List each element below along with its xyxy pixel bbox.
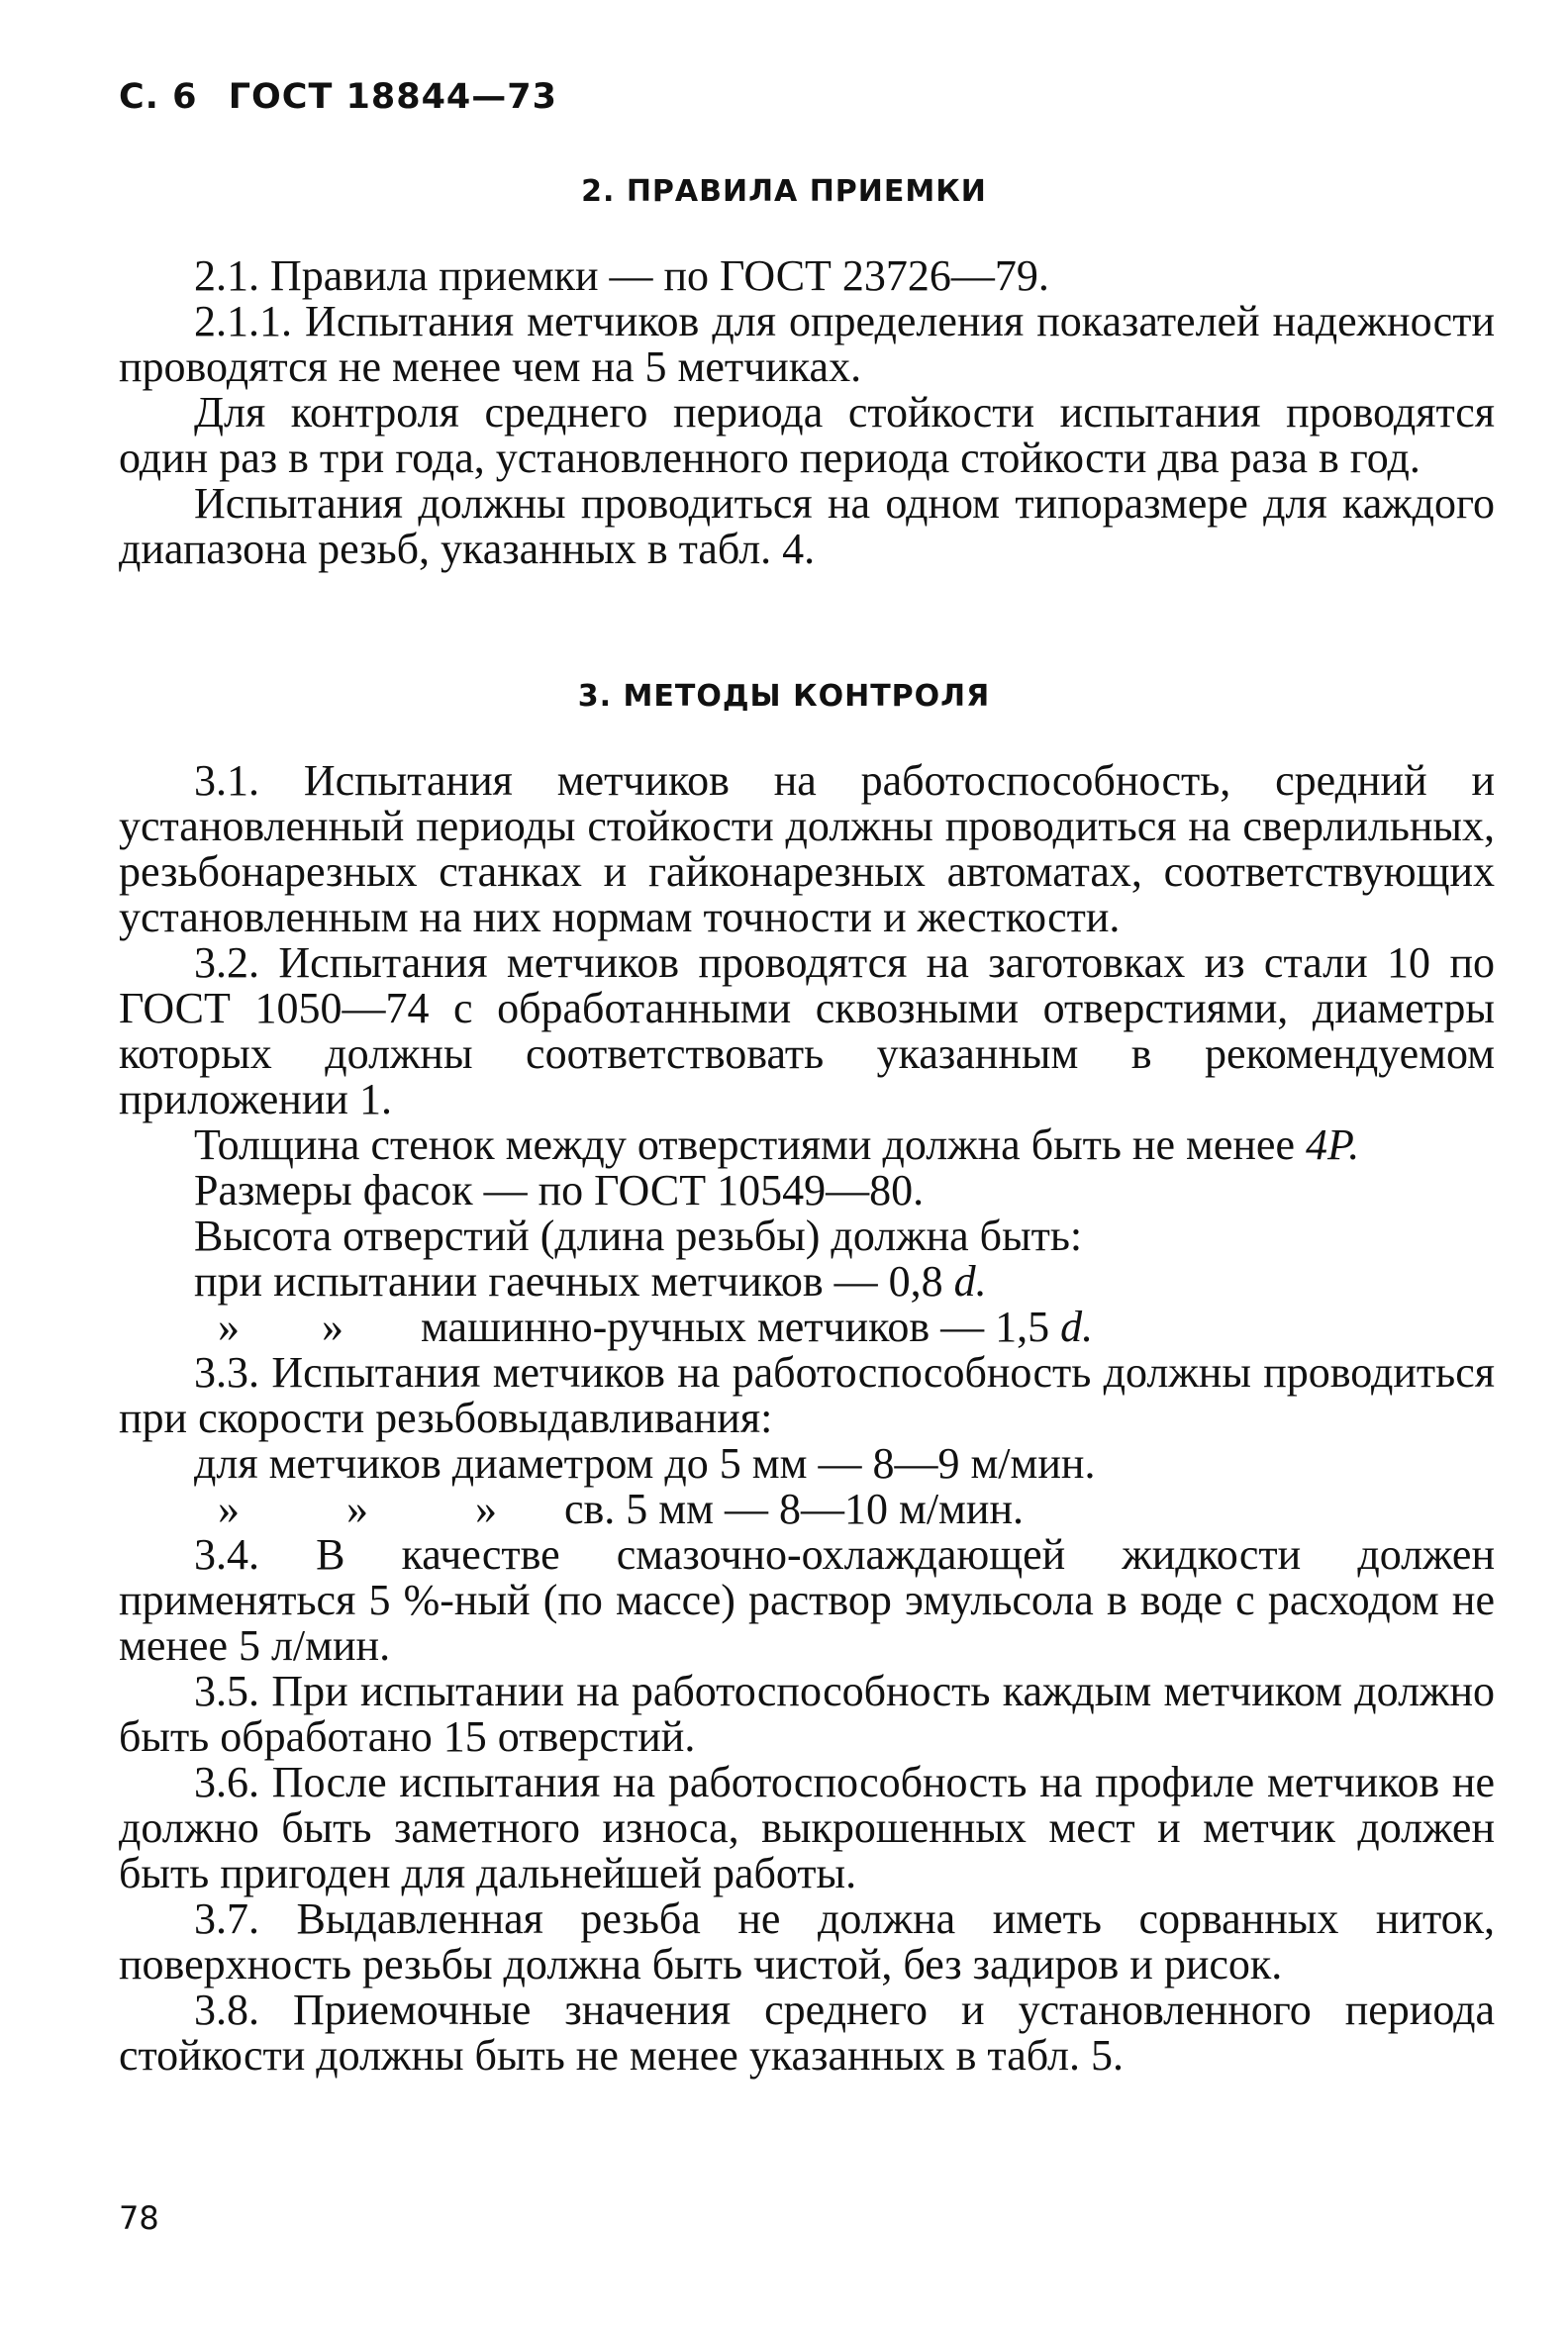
- ditto-mark: »: [218, 1485, 240, 1533]
- section-2-title: 2. ПРАВИЛА ПРИЕМКИ: [581, 174, 987, 209]
- paragraph-3-2-nut: [119, 1259, 1495, 1305]
- standard-number: ГОСТ 18844—73: [228, 77, 557, 117]
- nut-text: при испытании гаечных метчиков — 0,8: [194, 1257, 943, 1306]
- paragraph-2-1-1-control: Для контроля среднего периода стойкости испытания проводятся один раз в три года, установленного периода стойкости два раза в год.: [119, 388, 1495, 482]
- wall-text: Толщина стенок между отверстиями должна быть не менее: [194, 1120, 1295, 1169]
- ditto-mark: »: [218, 1303, 240, 1351]
- paragraph-2-1: 2.1. Правила приемки — по ГОСТ 23726—79.: [194, 251, 1049, 300]
- section-2-body: [119, 253, 1495, 572]
- machine-variable: d.: [1060, 1303, 1094, 1351]
- paragraph-3-1: 3.1. Испытания метчиков на работоспособность, средний и установленный периоды стойкости должны проводиться на сверлильных, резьбонарезных станках и гайконарезных автоматах, соответствующих установленным на них нормам точности и жесткости.: [119, 756, 1495, 941]
- running-header: [119, 77, 557, 117]
- ditto-mark: »: [346, 1485, 368, 1533]
- ditto-mark: »: [475, 1485, 497, 1533]
- machine-text: машинно-ручных метчиков — 1,5: [421, 1303, 1050, 1351]
- paragraph-3-4: 3.4. В качестве смазочно-охлаждающей жидкости должен применяться 5 %-ный (по массе) раствор эмульсола в воде с расходом не менее 5 л/мин.: [119, 1530, 1495, 1670]
- paragraph-3-2: 3.2. Испытания метчиков проводятся на заготовках из стали 10 по ГОСТ 1050—74 с обработанными сквозными отверстиями, диаметры которых должны соответствовать указанным в рекомендуемом приложении 1.: [119, 938, 1495, 1123]
- page-number: 78: [119, 2199, 159, 2237]
- page-label: С. 6: [119, 77, 198, 117]
- section-3-title: 3. МЕТОДЫ КОНТРОЛЯ: [577, 679, 991, 714]
- paragraph-2-1-1-tests: Испытания должны проводиться на одном типоразмере для каждого диапазона резьб, указанных в табл. 4.: [119, 479, 1495, 573]
- paragraph-3-5: 3.5. При испытании на работоспособность каждым метчиком должно быть обработано 15 отверстий.: [119, 1667, 1495, 1761]
- paragraph-3-3: 3.3. Испытания метчиков на работоспособность должны проводиться при скорости резьбовыдавливания:: [119, 1348, 1495, 1442]
- wall-value: 4P.: [1306, 1120, 1360, 1169]
- paragraph-3-3-large: [119, 1487, 1495, 1532]
- section-3-body: [119, 758, 1495, 2079]
- paragraph-3-2-machine: [119, 1305, 1495, 1350]
- paragraph-3-2-chamfer: Размеры фасок — по ГОСТ 10549—80.: [194, 1166, 925, 1214]
- paragraph-2-1-1: 2.1.1. Испытания метчиков для определения показателей надежности проводятся не менее чем на 5 метчиках.: [119, 297, 1495, 391]
- nut-variable: d.: [953, 1257, 987, 1306]
- paragraph-3-2-height: Высота отверстий (длина резьбы) должна быть:: [194, 1212, 1083, 1260]
- paragraph-3-6: 3.6. После испытания на работоспособность на профиле метчиков не должно быть заметного износа, выкрошенных мест и метчик должен быть пригоден для дальнейшей работы.: [119, 1758, 1495, 1897]
- ditto-mark: »: [322, 1303, 343, 1351]
- paragraph-3-7: 3.7. Выдавленная резьба не должна иметь сорванных ниток, поверхность резьбы должна быть чистой, без задиров и рисок.: [119, 1894, 1495, 1988]
- paragraph-3-3-small: для метчиков диаметром до 5 мм — 8—9 м/мин.: [194, 1439, 1096, 1488]
- paragraph-3-2-wall: [119, 1122, 1495, 1168]
- large-text: св. 5 мм — 8—10 м/мин.: [564, 1485, 1024, 1533]
- paragraph-3-8: 3.8. Приемочные значения среднего и установленного периода стойкости должны быть не менее указанных в табл. 5.: [119, 1986, 1495, 2080]
